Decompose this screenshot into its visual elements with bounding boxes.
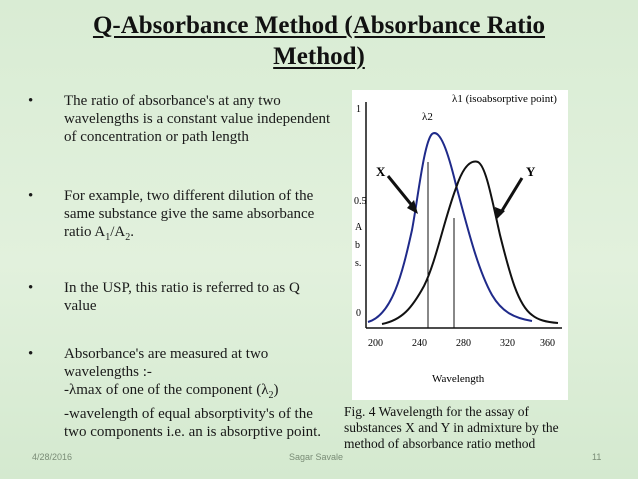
- bullet-marker: •: [28, 280, 34, 296]
- y-tick-0: 0: [356, 308, 361, 319]
- x-tick-320: 320: [500, 338, 515, 349]
- y-axis-label-a: A: [355, 222, 363, 233]
- footer-author: Sagar Savale: [289, 452, 344, 462]
- y-tick-0.5: 0.5: [354, 196, 367, 207]
- arrow-x: [388, 176, 414, 208]
- x-tick-240: 240: [412, 338, 427, 349]
- footer-date: 4/28/2016: [32, 452, 73, 462]
- absorbance-figure: [352, 90, 568, 400]
- bullet-text: The ratio of absorbance's at any two wavelengths is a constant value independent of concentration or path length: [64, 93, 331, 145]
- lambda1-label: λ1 (isoabsorptive point): [452, 93, 557, 105]
- y-tick-1: 1: [356, 104, 361, 115]
- slide-title: [40, 10, 598, 72]
- bullet-marker: •: [28, 346, 34, 362]
- bullet-marker: •: [28, 188, 34, 204]
- figure-caption: Fig. 4 Wavelength for the assay of substances X and Y in admixture by the method of absorbance ratio method: [344, 404, 559, 451]
- y-axis-label-b: b: [355, 240, 360, 251]
- arrow-y: [500, 178, 522, 214]
- x-tick-280: 280: [456, 338, 471, 349]
- x-axis-label: Wavelength: [432, 373, 485, 385]
- curve-x-label: X: [376, 164, 386, 179]
- sub-item-equal-absorptivity: -wavelength of equal absorptivity's of the two components i.e. an is absorptive point.: [64, 406, 322, 440]
- bullet-text: In the USP, this ratio is referred to as Q value: [64, 280, 300, 314]
- spectra-plot: [352, 90, 568, 400]
- bullet-text: For example, two different dilution of the same substance give the same absorbance ratio $A_1/A_2$.: [64, 188, 315, 243]
- title-line-1: Q-Absorbance Method (Absorbance Ratio: [92, 12, 546, 39]
- bullet-text: Absorbance's are measured at two wavelengths :- -λmax of one of the component $(\lambda_2)$ -wavelength of equal absorptivity's of the two components i.e. an is absorptive point.: [64, 345, 334, 441]
- curve-y-label: Y: [526, 164, 536, 179]
- curve-x: [368, 133, 532, 322]
- sub-item-lambda-max: -λmax of one of the component $(\lambda_2)$: [64, 382, 279, 401]
- y-axis-label-s: s.: [355, 258, 362, 269]
- lambda2-label: λ2: [422, 111, 433, 123]
- title-line-2: Method): [273, 43, 365, 70]
- footer-page-number: 11: [592, 452, 602, 462]
- bullet-marker: •: [28, 93, 34, 109]
- x-tick-360: 360: [540, 338, 555, 349]
- x-tick-200: 200: [368, 338, 383, 349]
